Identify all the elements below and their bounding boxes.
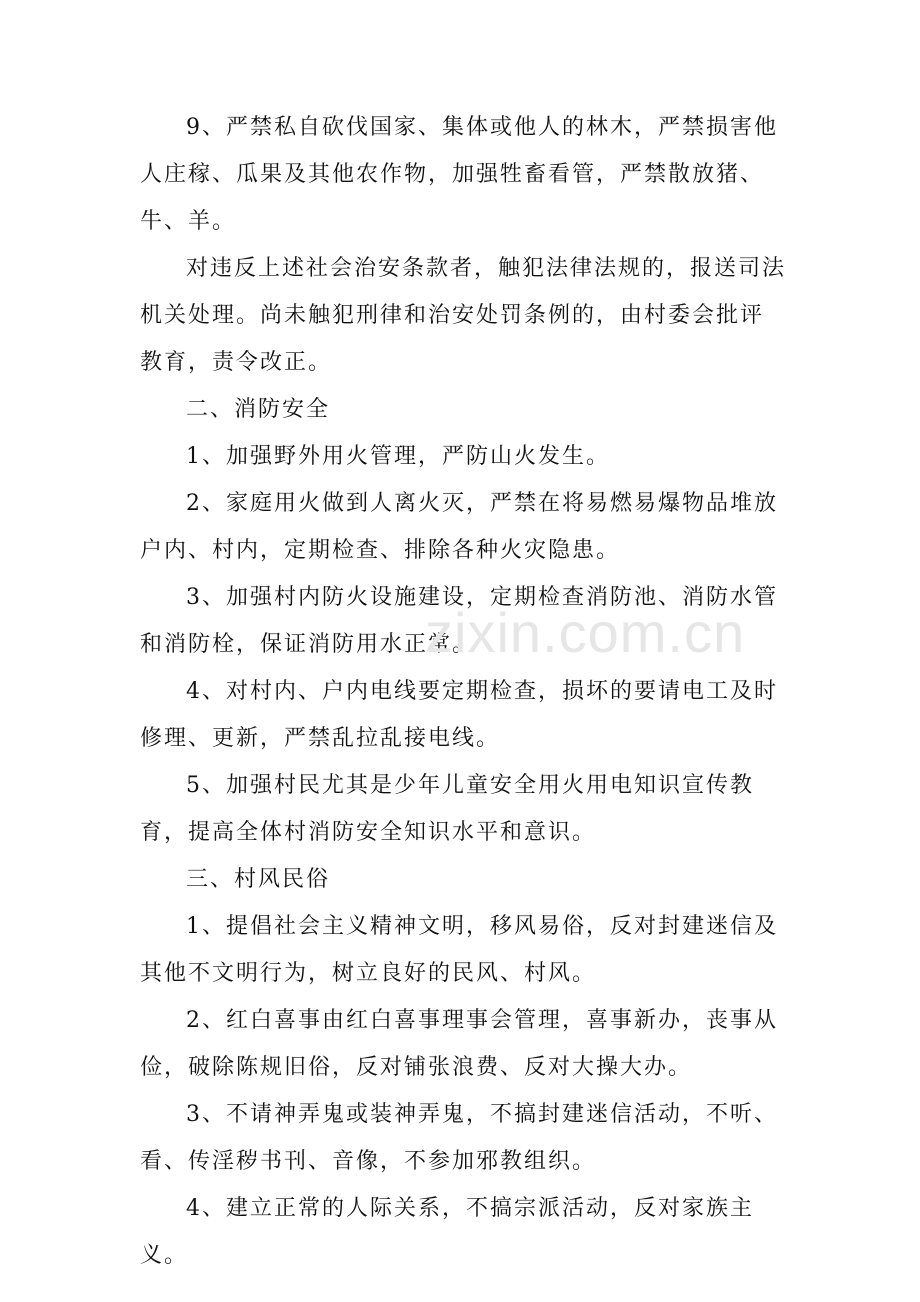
paragraph-penalty-note: 对违反上述社会治安条款者，触犯法律法规的，报送司法机关处理。尚未触犯刑律和治安处罚条例的，由村委会批评教育，责令改正。 xyxy=(140,256,787,375)
paragraph-fire-2: 2、家庭用火做到人离火灭，严禁在将易燃易爆物品堆放户内、村内，定期检查、排除各种火灾隐患。 xyxy=(140,491,778,563)
section-heading-fire-safety: 二、消防安全 xyxy=(186,397,331,422)
paragraph-customs-1: 1、提倡社会主义精神文明，移风易俗，反对封建迷信及其他不文明行为，树立良好的民风、村风。 xyxy=(140,914,778,986)
paragraph-customs-3: 3、不请神弄鬼或装神弄鬼，不搞封建迷信活动，不听、看、传淫秽书刊、音像，不参加邪教组织。 xyxy=(140,1102,778,1174)
paragraph-fire-4: 4、对村内、户内电线要定期检查，损坏的要请电工及时修理、更新，严禁乱拉乱接电线。 xyxy=(140,679,778,751)
watermark-text: zixin.com.cn xyxy=(425,601,746,664)
section-heading-customs: 三、村风民俗 xyxy=(186,867,331,892)
document-body xyxy=(140,104,786,1279)
paragraph-fire-1: 1、加强野外用火管理，严防山火发生。 xyxy=(186,444,610,469)
paragraph-customs-2: 2、红白喜事由红白喜事理事会管理，喜事新办，丧事从俭，破除陈规旧俗，反对铺张浪费、反对大操大办。 xyxy=(140,1008,778,1080)
paragraph-item-9: 9、严禁私自砍伐国家、集体或他人的林木，严禁损害他人庄稼、瓜果及其他农作物，加强牲畜看管，严禁散放猪、牛、羊。 xyxy=(140,115,778,234)
paragraph-fire-3: 3、加强村内防火设施建设，定期检查消防池、消防水管和消防栓，保证消防用水正常。 xyxy=(140,585,778,657)
paragraph-customs-4: 4、建立正常的人际关系，不搞宗派活动，反对家族主义。 xyxy=(140,1196,754,1268)
paragraph-fire-5: 5、加强村民尤其是少年儿童安全用火用电知识宣传教育，提高全体村消防安全知识水平和意识。 xyxy=(140,773,754,845)
